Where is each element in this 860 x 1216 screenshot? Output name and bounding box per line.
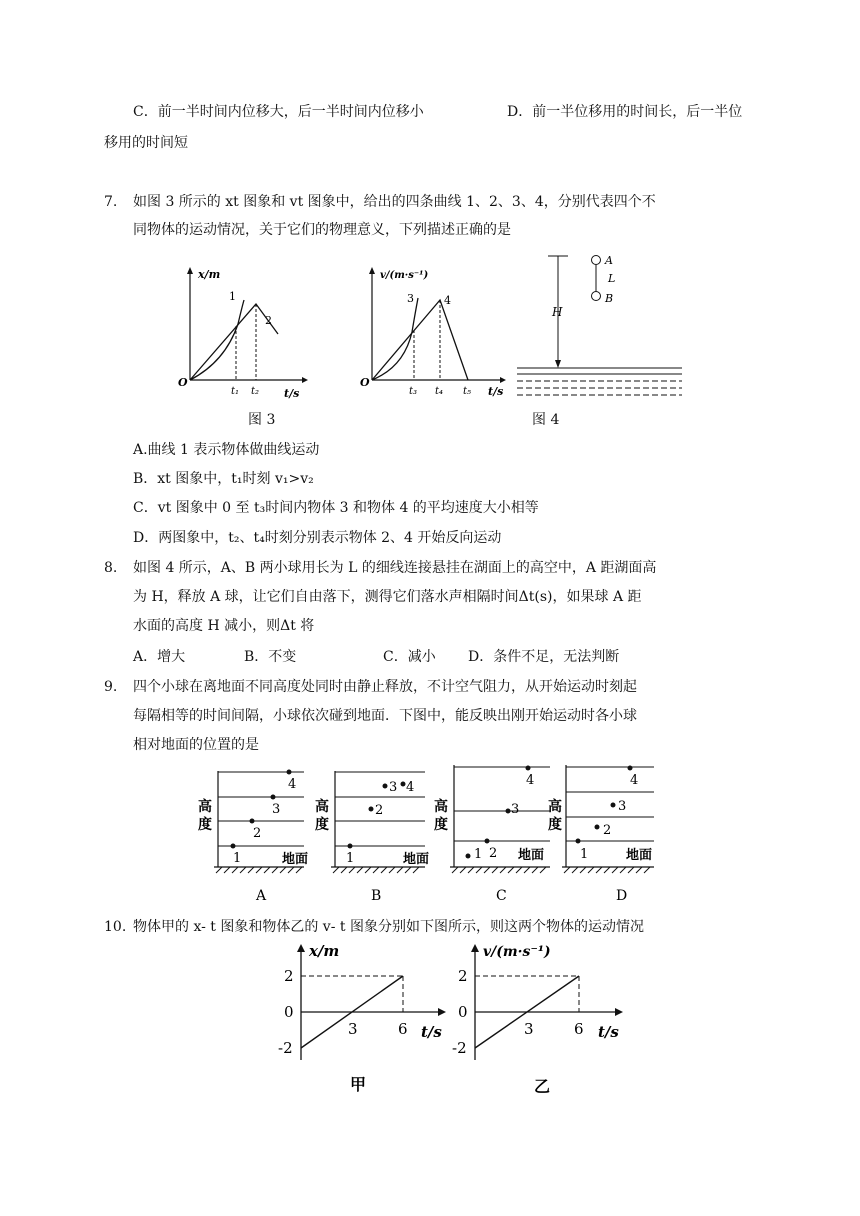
svg-text:4: 4: [526, 773, 535, 788]
jia-ylabel: x/m: [309, 942, 340, 960]
q8-stem-line2: 为 H，释放 A 球，让它们自由落下，测得它们落水声相隔时间Δt(s)，如果球 A 距: [133, 589, 642, 605]
svg-text:3: 3: [618, 799, 627, 814]
q9-number: 9.: [104, 679, 118, 695]
q6-option-d-cont: 移用的时间短: [104, 135, 188, 151]
svg-text:度: 度: [434, 817, 448, 833]
q10-number: 10.: [104, 919, 127, 935]
q9-stem-line3: 相对地面的位置的是: [133, 737, 259, 753]
fig4-a-label: A: [605, 254, 613, 267]
svg-text:1: 1: [233, 851, 242, 866]
ground-label-a: 地面: [282, 852, 308, 867]
t2-label: t₂: [251, 386, 260, 397]
curve-1-label: 1: [229, 290, 236, 303]
q10-stem-line1: 物体甲的 x- t 图象和物体乙的 v- t 图象分别如下图所示，则这两个物体的运动情况: [133, 919, 644, 935]
svg-text:4: 4: [288, 777, 297, 792]
yi-y-bottom: -2: [452, 1039, 467, 1057]
svg-text:2: 2: [603, 823, 612, 838]
q6-option-c: C．前一半时间内位移大，后一半时间内位移小: [133, 104, 424, 120]
svg-text:4: 4: [406, 780, 415, 795]
curve-3: [372, 298, 418, 380]
q6-option-d: D．前一半位移用的时间长，后一半位: [507, 104, 743, 120]
fig4-l-label: L: [608, 272, 616, 285]
yi-x-end: 6: [574, 1020, 584, 1038]
curve-3-label: 3: [407, 292, 414, 305]
panel-label-b: B: [371, 888, 382, 904]
q8-option-c: C．减小: [383, 649, 436, 665]
svg-text:2: 2: [375, 803, 384, 818]
yi-y-top: 2: [458, 967, 468, 985]
vt-origin: O: [360, 376, 370, 389]
q8-stem-line1: 如图 4 所示，A、B 两小球用长为 L 的细线连接悬挂在湖面上的高空中，A 距湖面高: [133, 560, 657, 576]
jia-caption: 甲: [350, 1075, 367, 1094]
q7-stem-line1: 如图 3 所示的 xt 图象和 vt 图象中，给出的四条曲线 1、2、3、4，分别代表四个不: [133, 194, 656, 210]
svg-text:1: 1: [346, 851, 355, 866]
jia-y-bottom: -2: [278, 1039, 293, 1057]
yi-x-mid: 3: [524, 1020, 534, 1038]
yi-caption: 乙: [534, 1077, 551, 1096]
xt-origin: O: [178, 376, 188, 389]
fig3-xt-graph: [170, 262, 310, 402]
svg-text:3: 3: [511, 802, 520, 817]
xt-xlabel: t/s: [284, 387, 300, 400]
svg-text:3: 3: [272, 802, 281, 817]
height-label-a-2: 度: [198, 817, 212, 833]
q8-option-a: A．增大: [133, 649, 186, 665]
q8-option-d: D．条件不足，无法判断: [468, 649, 620, 665]
svg-text:度: 度: [548, 817, 562, 833]
ball-a: [592, 256, 601, 265]
t5-label: t₅: [463, 386, 472, 397]
jia-x-mid: 3: [348, 1020, 358, 1038]
yi-ylabel: v/(m·s⁻¹): [483, 944, 551, 960]
curve-2-label: 2: [265, 314, 272, 327]
svg-text:高: 高: [315, 799, 329, 815]
t3-label: t₃: [409, 386, 418, 397]
q10-graph-yi: [452, 942, 632, 1102]
q7-option-b: B．xt 图象中，t₁时刻 v₁>v₂: [133, 471, 314, 487]
fig4-diagram: [512, 250, 687, 400]
q8-option-b: B．不变: [244, 649, 297, 665]
t1-label: t₁: [231, 386, 240, 397]
vt-ylabel: v/(m·s⁻¹): [380, 270, 429, 281]
q7-stem-line2: 同物体的运动情况，关于它们的物理意义，下列描述正确的是: [133, 222, 511, 238]
svg-text:高: 高: [434, 799, 448, 815]
curve-4: [372, 300, 468, 380]
t4-label: t₄: [435, 386, 444, 397]
yi-y-zero: 0: [458, 1003, 468, 1021]
curve-4-label: 4: [444, 294, 451, 307]
svg-text:度: 度: [315, 817, 329, 833]
svg-text:高: 高: [548, 799, 562, 815]
q10-graph-jia: [278, 942, 453, 1102]
jia-x-end: 6: [398, 1020, 408, 1038]
ball-b: [592, 292, 601, 301]
q7-number: 7.: [104, 194, 118, 210]
jia-xlabel: t/s: [421, 1023, 442, 1041]
svg-text:3: 3: [389, 780, 398, 795]
svg-text:2: 2: [489, 846, 498, 861]
panel-label-c: C: [496, 888, 507, 904]
ground-label-b: 地面: [403, 852, 430, 867]
fig3-vt-graph: [352, 262, 512, 402]
q7-option-d: D．两图象中，t₂、t₄时刻分别表示物体 2、4 开始反向运动: [133, 530, 502, 546]
fig4-b-label: B: [605, 292, 614, 305]
fig4-caption: 图 4: [532, 412, 560, 428]
q9-stem-line2: 每隔相等的时间间隔，小球依次碰到地面．下图中，能反映出刚开始运动时各小球: [133, 708, 637, 724]
svg-text:2: 2: [253, 826, 262, 841]
q9-panel-a: [196, 763, 308, 908]
fig4-h-label: H: [552, 305, 563, 319]
height-label-a-1: 高: [198, 799, 212, 815]
q9-panel-d: [546, 763, 660, 908]
q7-option-a: A.曲线 1 表示物体做曲线运动: [133, 442, 320, 458]
panel-label-d: D: [616, 888, 628, 904]
q9-panel-c: [432, 763, 554, 908]
q8-stem-line3: 水面的高度 H 减小，则Δt 将: [133, 618, 315, 634]
svg-text:4: 4: [630, 773, 639, 788]
svg-text:1: 1: [474, 847, 483, 862]
q8-number: 8.: [104, 560, 118, 576]
ground-label-d: 地面: [626, 848, 653, 863]
ground-label-c: 地面: [518, 848, 545, 863]
fig3-caption: 图 3: [248, 412, 276, 428]
svg-text:1: 1: [580, 847, 589, 862]
q9-panel-b: [313, 763, 431, 908]
panel-label-a: A: [256, 888, 267, 904]
q7-option-c: C．vt 图象中 0 至 t₃时间内物体 3 和物体 4 的平均速度大小相等: [133, 500, 539, 516]
xt-ylabel: x/m: [198, 268, 221, 281]
jia-y-top: 2: [284, 967, 294, 985]
yi-xlabel: t/s: [598, 1023, 619, 1041]
jia-y-zero: 0: [284, 1003, 294, 1021]
q9-stem-line1: 四个小球在离地面不同高度处同时由静止释放，不计空气阻力，从开始运动时刻起: [133, 679, 637, 695]
vt-xlabel: t/s: [488, 385, 504, 398]
